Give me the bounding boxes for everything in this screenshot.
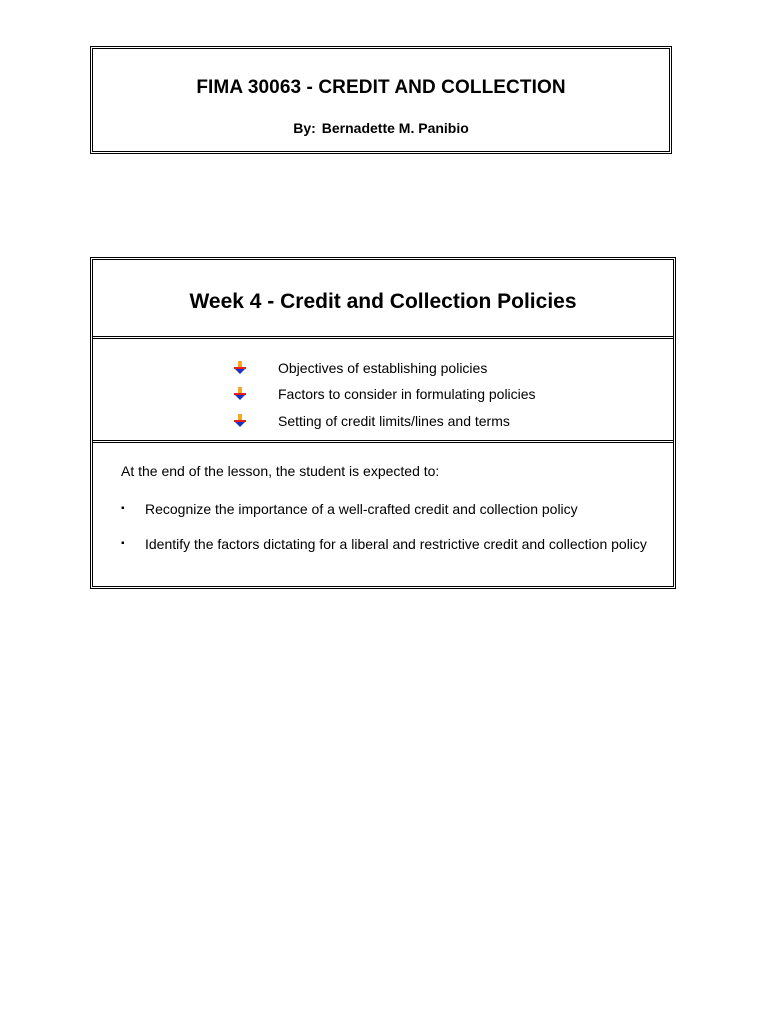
topic-item <box>233 358 487 378</box>
course-title-box <box>90 46 672 154</box>
topic-label: Objectives of establishing policies <box>278 360 488 376</box>
objective-item <box>121 500 667 518</box>
topic-label: Factors to consider in formulating policies <box>278 386 536 402</box>
objective-item <box>121 535 667 553</box>
bullet-marker: ▪ <box>121 538 125 549</box>
week-header <box>93 260 673 339</box>
objectives-section <box>93 443 673 586</box>
bullet-marker: ▪ <box>121 503 125 514</box>
by-label: By: <box>293 120 316 136</box>
down-arrow-icon <box>233 414 247 428</box>
objective-text: Recognize the importance of a well-crafted credit and collection policy <box>145 501 578 517</box>
topic-label: Setting of credit limits/lines and terms <box>278 413 510 429</box>
week-box <box>90 257 676 589</box>
down-arrow-icon <box>233 361 247 375</box>
down-arrow-icon <box>233 387 247 401</box>
week-title: Week 4 - Credit and Collection Policies <box>189 290 577 313</box>
topic-item <box>233 411 510 431</box>
author-line <box>93 120 669 136</box>
objectives-intro: At the end of the lesson, the student is expected to: <box>121 463 440 479</box>
topic-item <box>233 384 536 404</box>
objective-text: Identify the factors dictating for a liberal and restrictive credit and collection policy <box>145 536 647 552</box>
topic-list <box>93 339 673 443</box>
author-name: Bernadette M. Panibio <box>321 120 469 136</box>
course-title: FIMA 30063 - CREDIT AND COLLECTION <box>196 77 566 98</box>
